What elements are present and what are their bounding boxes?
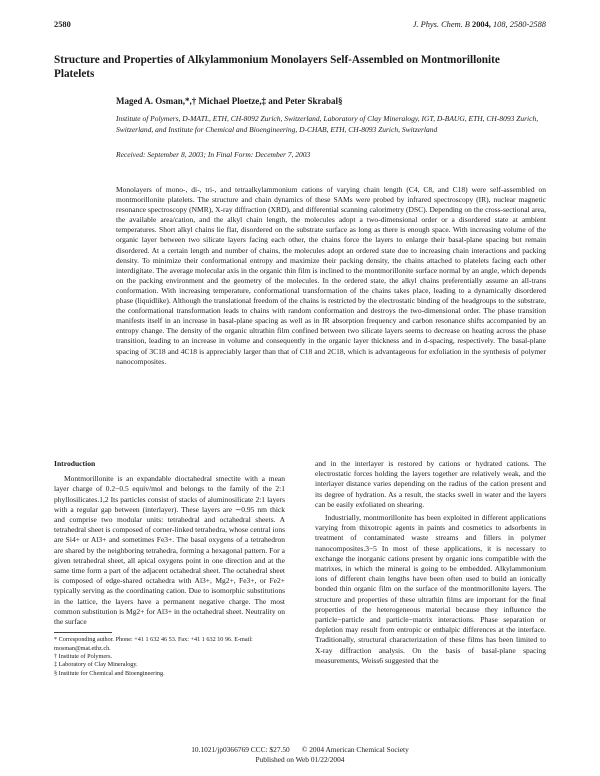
- intro-paragraph-2: Industrially, montmorillonite has been exploited in different applications varying from thixotropic agents in paints and cosmetics to adsorbents in treatment of contaminated waste streams and fillers in polymer nanocomposites.3−5 In most of these applications, it is necessary to exchange the inorganic cations present by organic ions compatible with the matrixes, in which the mineral is going to be embedded. Alkylammonium ions of different chain lengths have been often used to build an ionically bonded thin organic film on the surface of the montmorillonite layers. The structure and properties of these ultrathin films are important for the final properties of the heterogeneous material because they influence the particle−particle and particle−matrix interactions. Phase separation or depletion may result from entropic or enthalpic differences at the interface. Traditionally, structural characterization of these films has been limited to X-ray diffraction analysis. On the basis of basal-plane spacing measurements, Weiss6 suggested that the: [315, 513, 546, 665]
- journal-citation: [413, 20, 546, 29]
- author-list: Maged A. Osman,*,† Michael Ploetze,‡ and Peter Skrabal§: [116, 96, 343, 106]
- page-footer: [0, 745, 600, 764]
- left-column: [54, 459, 285, 678]
- section-heading-introduction: Introduction: [54, 459, 96, 468]
- affiliations: Institute of Polymers, D-MATL, ETH, CH-8092 Zurich, Switzerland, Laboratory of Clay Mineralogy, IGT, D-BAUG, ETH, CH-8093 Zurich, Switzerland, and Institute for Chemical and Bioengineering, D-CHAB, ETH, CH-8093 Zurich, Switzerland: [116, 114, 539, 134]
- right-column: [315, 459, 546, 666]
- footnote-separator: [54, 632, 112, 633]
- footnote-corresponding: * Corresponding author. Phone: +41 1 632 46 53. Fax: +41 1 632 10 96. E-mail: mosman@mat.ethz.ch.: [54, 636, 253, 652]
- journal-name: J. Phys. Chem. B: [412, 20, 470, 29]
- doi: 10.1021/jp0366769 CCC: $27.50: [191, 745, 290, 754]
- footnote-polymers: † Institute of Polymers.: [54, 653, 113, 661]
- article-title: Structure and Properties of Alkylammonium Monolayers Self-Assembled on Montmorillonite Platelets: [54, 54, 500, 80]
- footnotes: [54, 636, 285, 678]
- footnote-clay: ‡ Laboratory of Clay Mineralogy.: [54, 661, 138, 669]
- publication-date: Published on Web 01/22/2004: [255, 754, 345, 764]
- footnote-bioengineering: § Institute for Chemical and Bioengineering.: [54, 669, 165, 677]
- intro-paragraph-1: Montmorillonite is an expandable dioctahedral smectite with a mean layer charge of 0.2−0.5 equiv/mol and belongs to the family of the 2:1 phyllosilicates.1,2 Its particles consist of stacks of aluminosilicate 2:1 layers with a regular gap between (interlayer). These layers are ∼0.95 nm thick and comprise two modular units: tetrahedral and octahedral sheets. A tetrahedral sheet is composed of corner-linked tetrahedra, whose central ions are Si4+ or Al3+ and sometimes Fe3+. The basal oxygens of a tetrahedron are shared by the neighboring tetrahedra, forming a hexagonal pattern. For a given tetrahedral sheet, all apical oxygens point in one direction and at the same time form a part of the adjacent octahedral sheet. The octahedral sheet is composed of edge-shared octahedra with Al3+, Mg2+, Fe3+, or Fe2+ typically serving as the coordinating cation. Due to isomorphic substitutions in the lattice, the layers have a permanent negative charge. The most common substitution is Mg2+ for Al3+ in the octahedral sheet. Neutrality on the surface: [54, 474, 285, 627]
- intro-paragraph-1-continued: and in the interlayer is restored by cations or hydrated cations. The electrostatic forces holding the layers together are relatively weak, and the interlayer distance varies depending on the radius of the cation present and its degree of hydration. As a result, the stacks swell in water and the layers can be easily exfoliated on shearing.: [315, 459, 546, 509]
- page-number: 2580: [54, 20, 71, 29]
- running-header: [54, 20, 546, 32]
- copyright: © 2004 American Chemical Society: [301, 745, 409, 754]
- abstract: Monolayers of mono-, di-, tri-, and tetraalkylammonium cations of varying chain length (C4, C8, and C18) were self-assembled on montmorillonite platelets. The structure and chain dynamics of these SAMs were probed by infrared spectroscopy (IR), nuclear magnetic resonance spectroscopy (NMR), X-ray diffraction (XRD), and differential scanning calorimetry (DSC). Depending on the cross-sectional area, the available area/cation, and the alkyl chain length, the molecules adopt a two-dimensional order or a disordered state at ambient temperatures. Short alkyl chains lie flat, disordered on the substrate surface as long as there is enough space. With increasing volume of the organic layer between two silicate layers facing each other, the chains force the layers to enlarge their basal-plane spacing but remain disordered. At a certain length and number of chains, the molecules adopt an ordered state due to increasing chain interactions and packing density. To minimize their conformational entropy and maximize their packing density, the chains attached to platelets facing each other interdigitate. The average molecular axis in the organic thin film is inclined to the montmorillonite surface normal by an angle, which depends on the packing environment and the geometry of the molecules. In the ordered state, the alkyl chains preferentially assume an all-trans conformation. With increasing temperature, conformational transformation of the chains takes place, leading to a dynamically disordered phase (liquidlike). Although the translational freedom of the chains is restricted by the electrostatic binding of the headgroups to the substrate, the conformational transformation leads to chains with random conformation and destroys the two-dimensional order. The phase transition manifests itself in an increase in basal-plane spacing as well as in IR absorption frequency and carbon resonance shifts accompanied by an entropy change. The density of the organic ultrathin film confined between two silicate layers seems to decrease on heating across the phase transition, leading to an increase in volume and consequently in the organic layer thickness and in d-spacing, respectively. The basal-plane spacing of 3C18 and 4C18 is appreciably larger than that of C18 and 2C18, which is advantageous for exfoliation in the synthesis of polymer nanocomposites.: [116, 185, 546, 366]
- journal-year: 2004,: [472, 20, 491, 29]
- received-dates: Received: September 8, 2003; In Final Form: December 7, 2003: [116, 150, 311, 159]
- volume-pages: 108, 2580-2588: [492, 20, 546, 29]
